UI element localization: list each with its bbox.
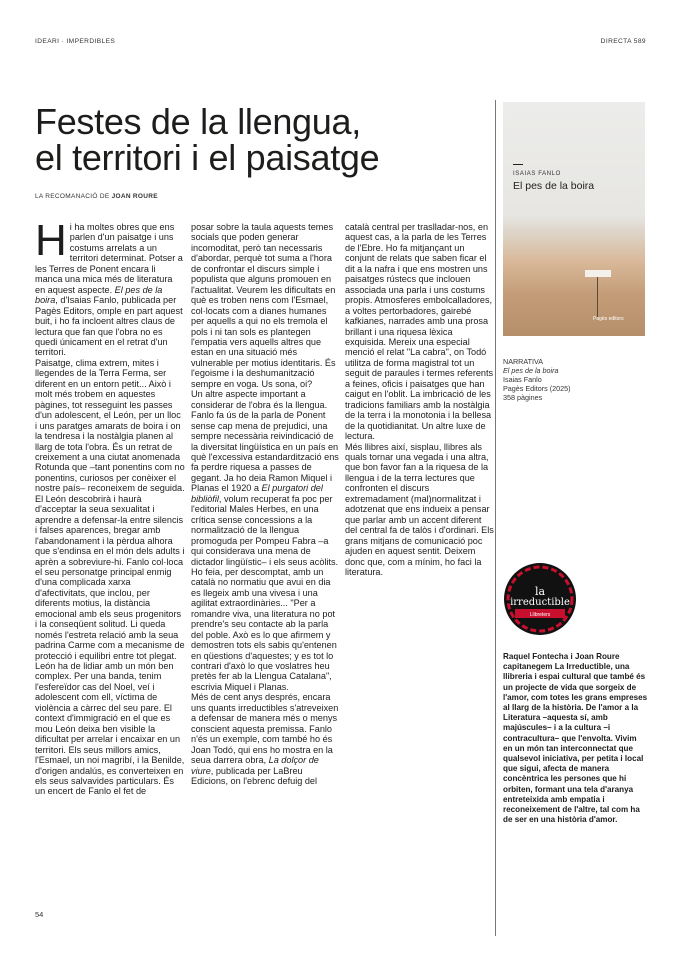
byline-author: JOAN ROURE xyxy=(111,193,158,200)
logo-word-llibreters: Llibreters xyxy=(529,612,551,618)
sign-post xyxy=(597,277,598,317)
cover-author: ISAIAS FANLO xyxy=(513,171,561,177)
paragraph-text: , d'Isaias Fanlo, publicada per Pagès Editors, omple en part aquest buit, i ho fa incloent altres claus de lectura que fan que l'obra no es quedi únicament en el retrat d'un territori. xyxy=(35,295,183,358)
paragraph-text: Un altre aspecte important a considerar de l'obra és la llengua. Fanlo fa ús de la parla de Ponent sense cap mena de prejudici, una sempre necessària reivindicació de la diversitat lingüística en un país en què l'excessiva estandardització ens fa perdre riquesa a passes de gegant. Ja ho deia Ramon Miquel i Planas el 1920 a xyxy=(191,389,339,494)
cover-title: El pes de la boira xyxy=(513,180,595,192)
title-line-2: el territori i el paisatge xyxy=(35,137,380,178)
logo-word-la: la xyxy=(534,585,546,598)
article-title xyxy=(35,101,475,178)
title-line-1: Festes de la llengua, xyxy=(35,101,361,142)
sidebar-divider xyxy=(495,100,496,936)
paragraph: Més llibres així, sisplau, llibres als quals tornar una vegada i una altra, que bon favor fan a la riquesa de la llengua i de la terra lectures que confronten el discurs extremadament (mal)normalitzat i adotzenat que ens indueix a pensar que parlar amb un accent diferent del central fa de talòs i d'ordinari. Els grans mitjans de comunicació poc ajuden en aquest sentit. Deixem donc que, com a mínim, ho faci la literatura. xyxy=(345,441,494,577)
book-details xyxy=(503,357,571,402)
paragraph-text: , publicada per LaBreu Edicions, on l'ebrenc defuig del xyxy=(191,765,318,787)
paragraph: posar sobre la taula aquests temes socials que poden generar incomoditat, però tan necessaris d'abordar, perquè tot suma a l'hora de confrontar el discurs simple i populista que alguns promouen en l'actualitat. Veurem les dificultats en què es troben nens com l'Esmael, col·locats com a dianes humanes per aquells a qui no els tremola el pols i ni tan sols es plantegen l'empatia vers aquells altres que estan en una situació més vulnerable per motius identitaris. És l'egoisme i la deshumanització sempre en voga. Us sona, oi? xyxy=(191,222,336,389)
book-cover xyxy=(503,102,645,336)
paragraph-text: Més de cent anys després, encara uns quants irreductibles s'atreveixen a defensar de manera més o menys conscient aquesta premissa. Fanlo n'és un exemple, com també ho és Joan Todó, qui ens ho mostra en la seua darrera obra, xyxy=(191,692,339,766)
cover-dash xyxy=(513,164,523,165)
paragraph xyxy=(191,389,341,692)
paragraph-text: , volum recuperat fa poc per l'editorial Males Herbes, en una crítica sense concessions a la normalització de la llengua promoguda per Pompeu Fabra –a qui considerava una mena de dictador lingüístic– i els seus acòlits. Ho feia, per descomptat, amb un català no normatiu que avui en dia es llegeix amb una vivesa i una agilitat extraordinàries... "Per a romandre viva, una literatura no pot prendre's seu contacte ab la parla del poble. Axò es lo que afirmem y demostren tots els sabis qu'entenen en qüestions d'aquestes; y es tot lo contrari d'axò lo que voslatres heu pretès fer ab la Llengua Catalana", escrivia Miquel i Planas. xyxy=(191,493,339,692)
byline-prefix: LA RECOMANACIÓ DE xyxy=(35,193,110,200)
issue-number: DIRECTA 589 xyxy=(600,38,646,45)
book-author: Isaias Fanlo xyxy=(503,375,542,385)
cover-publisher: Pagès editors xyxy=(593,316,624,322)
bookshop-logo xyxy=(503,562,577,636)
paragraph xyxy=(35,216,185,358)
article-column-3 xyxy=(345,222,495,577)
book-genre: NARRATIVA xyxy=(503,357,544,366)
paragraph xyxy=(191,692,341,786)
paragraph: català central per traslladar-nos, en aquest cas, a la parla de les Terres de l'Ebre. Ho fa mitjançant un conjunt de relats que saben ficar el dit a la nafra i que ens mostren uns paisatges rústecs que inclouen associada una parla i uns costums propis. Atmosferes embolcalladores, a voltes pertorbadores, gairebé kafkianes, narrades amb una prosa brillant i una riquesa lèxica exquisida. Mereix una especial menció el relat "La cabra", on Todó utilitza de forma magistral tot un seguit de paraules i termes referents a feines, oficis i paisatges que han caigut en l'oblit. La imbricació de les tradicions familiars amb la nostàlgia de la terra i la monotonia i la bellesa de la quotidianitat. Un altre luxe de lectura. xyxy=(345,222,494,442)
book-title-ref: La dolçor de viure xyxy=(191,755,319,776)
drop-cap: H xyxy=(35,216,67,265)
page-number: 54 xyxy=(35,910,44,919)
article-column-2 xyxy=(191,222,341,786)
book-pages: 358 pàgines xyxy=(503,393,543,403)
book-title: El pes de la boira xyxy=(503,366,559,376)
author-bio: Raquel Fontecha i Joan Roure capitanegem La Irreductible, una llibreria i espai cultural que també és un projecte de vida que sorgeix de l'amor, com totes les grans empreses al llarg de la història. De l'amor a la Literatura –aquesta sí, amb majúscules– i a la cultura –i contracultura– que l'envolta. Vivim en un món tan interconnectat que qualsevol iniciativa, per petita i local que sigui, afecta de manera concèntrica les persones que hi orbiten, formant una tela d'aranya entreteixida amb empatia i reconeixement de l'altre, tal com ha de ser en una història d'amor. xyxy=(503,652,648,825)
paragraph-text: i ha moltes obres que ens parlen d'un paisatge i uns costums arrelats a un territori determinat. Potser a les Terres de Ponent encara li manca una mica més de literatura en aquest aspecte. xyxy=(35,222,183,295)
section-header: IDEARI · IMPERDIBLES xyxy=(35,38,116,45)
road-sign xyxy=(585,270,611,277)
book-publisher: Pagès Editors (2025) xyxy=(503,384,571,394)
logo-word-irreductible: irreductible xyxy=(510,597,570,608)
paragraph: Paisatge, clima extrem, mites i llegendes de la Terra Ferma, ser diferent en un entorn petit... Això i molt més trobem en aquestes pàgines, tot resseguint les passes d'un adolescent, el León, per un lloc i uns paratges amarats de boira i on la tendresa i la nostàlgia planen al llarg de tota l'obra. És un retrat de creixement a una ciutat anomenada Rotunda que –tant ponentins com no ponentins, curiosos per conèixer el nostre país– reconeixem de seguida. El León descobrirà i haurà d'acceptar la seua sexualitat i aprendre a defensar-la entre silencis i falses aparences, bregar amb l'abandonament i la pèrdua alhora que s'endinsa en el món dels adults i aprèn a sobreviure-hi. Fanlo col·loca el seu personatge principal enmig d'una complicada xarxa d'afectivitats, que inclou, per diferents motius, la distància emocional amb els seus progenitors i la conseqüent solitud. Li queda només l'estreta relació amb la seua padrina Carme com a mecanisme de protecció i equilibri entre tot plegat. León ha de lidiar amb un món ben complex. Per una banda, tenim l'esfereïdor cas del Noel, veí i adolescent com ell, víctima de violència a càrrec del seu pare. El context d'immigració en el que es mou León deixa ben visible la dificultat per arrelar i encaixar en un territori. Els seus millors amics, l'Esmael, un noi magribí, i la Benilde, d'origen andalús, es converteixen en els seus salvavides particulars. És un encert de Fanlo el fet de xyxy=(35,357,185,797)
book-title-ref: El purgatori del bibliòfil xyxy=(191,483,323,504)
byline xyxy=(35,193,158,200)
article-column-1 xyxy=(35,216,185,797)
book-title-ref: El pes de la boira xyxy=(35,284,163,306)
